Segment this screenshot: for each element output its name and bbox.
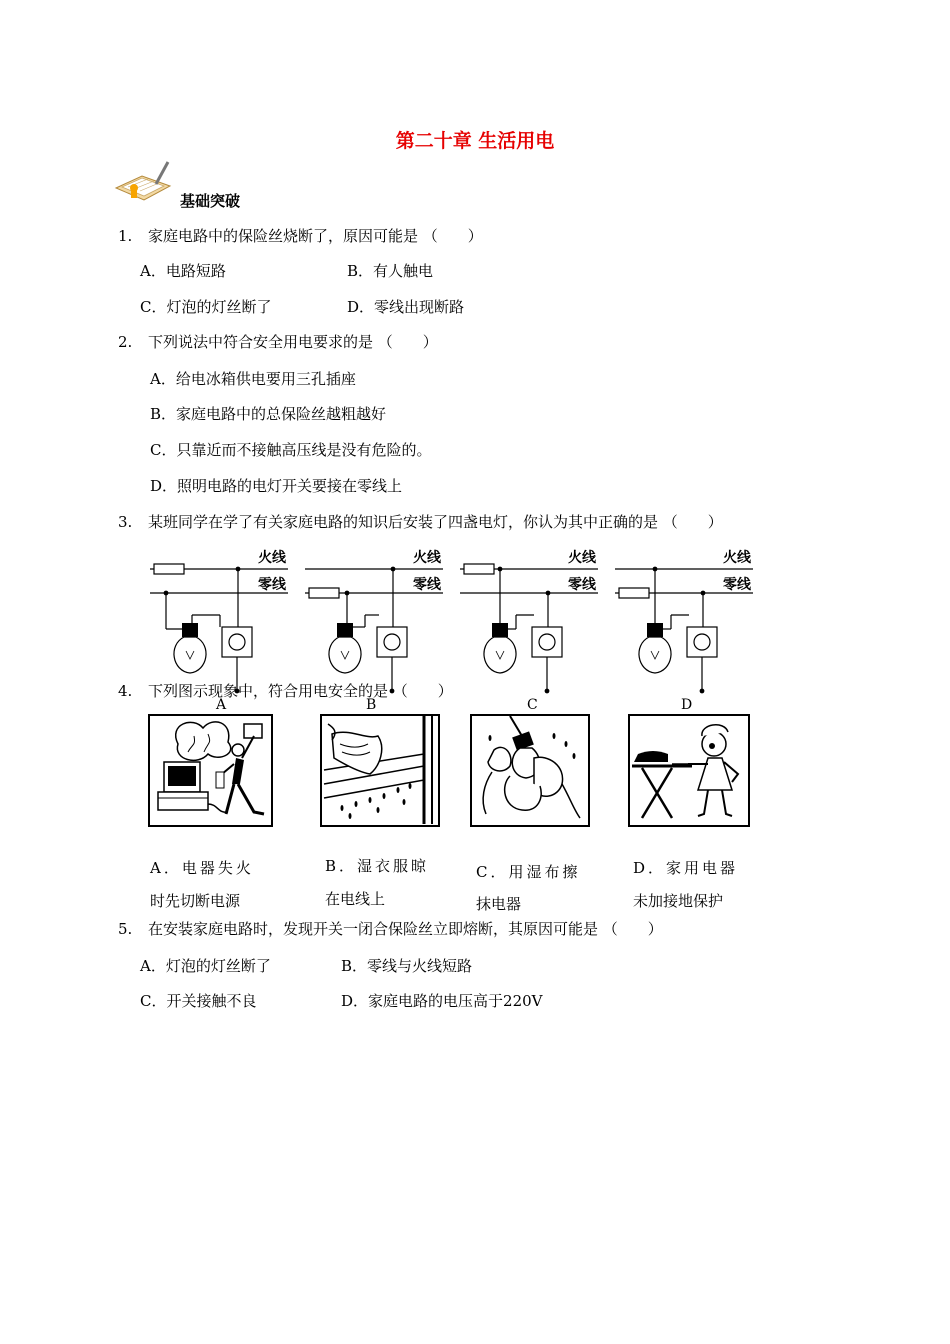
circuit-b	[305, 549, 443, 693]
bulb-icon	[484, 623, 516, 673]
question-text: 下列说法中符合安全用电要求的是 （ ）	[148, 333, 438, 351]
bulb-icon	[639, 623, 671, 673]
q1-option-d: D．零线出现断路	[347, 298, 465, 316]
question-text: 在安装家庭电路时，发现开关一闭合保险丝立即熔断，其原因可能是 （ ）	[148, 920, 663, 938]
diagram-label-c: C	[527, 697, 538, 713]
q2-option-b: B．家庭电路中的总保险丝越粗越好	[150, 405, 387, 423]
question-number: 4.	[118, 682, 133, 700]
neutral-wire-label: 零线	[568, 577, 596, 593]
circuit-d	[615, 549, 753, 693]
q4-caption-d-line1: D．家用电器	[633, 859, 739, 877]
picture-d-no-grounding	[628, 714, 750, 827]
switch-icon	[532, 627, 562, 657]
q1-option-a: A．电路短路	[140, 262, 226, 280]
live-wire-label: 火线	[413, 550, 441, 566]
q2-option-d: D．照明电路的电灯开关要接在零线上	[150, 477, 403, 495]
question-3	[118, 511, 723, 532]
question-2	[118, 331, 438, 352]
neutral-wire-label: 零线	[723, 577, 751, 593]
diagram-label-d: D	[681, 697, 693, 713]
q4-caption-c-line2: 抹电器	[476, 895, 522, 913]
fuse-icon	[309, 588, 339, 598]
question-1	[118, 225, 483, 246]
q5-option-b: B．零线与火线短路	[341, 957, 473, 975]
picture-c-wet-cloth-wiping	[470, 714, 590, 827]
notebook-pencil-icon	[112, 158, 174, 206]
question-4	[118, 680, 453, 701]
circuit-a	[150, 549, 288, 693]
neutral-wire-label: 零线	[258, 577, 286, 593]
bulb-icon	[174, 623, 206, 673]
q5-option-d: D．家庭电路的电压高于220V	[341, 992, 543, 1010]
picture-a-fire-cut-power	[148, 714, 273, 827]
q4-caption-c-line1: C．用湿布擦	[476, 863, 581, 881]
live-wire-label: 火线	[258, 550, 286, 566]
q4-caption-b-line1: B．湿衣服晾	[325, 857, 430, 875]
switch-icon	[377, 627, 407, 657]
neutral-wire-label: 零线	[413, 577, 441, 593]
q5-option-a: A．灯泡的灯丝断了	[140, 957, 271, 975]
question-5	[118, 918, 663, 939]
fuse-icon	[619, 588, 649, 598]
question-text: 某班同学在学了有关家庭电路的知识后安装了四盏电灯，你认为其中正确的是 （ ）	[148, 513, 723, 531]
diagram-label-a: A	[216, 697, 227, 713]
question-text: 下列图示现象中，符合用电安全的是 （ ）	[148, 682, 453, 700]
bulb-icon	[329, 623, 361, 673]
page-title: 第二十章 生活用电	[395, 130, 555, 152]
question-text: 家庭电路中的保险丝烧断了，原因可能是 （ ）	[148, 227, 483, 245]
q1-option-b: B．有人触电	[347, 262, 434, 280]
picture-b-wet-clothes-on-wire	[320, 714, 440, 827]
question-number: 2.	[118, 333, 133, 351]
question-number: 3.	[118, 513, 133, 531]
live-wire-label: 火线	[568, 550, 596, 566]
q1-option-c: C．灯泡的灯丝断了	[140, 298, 272, 316]
q4-caption-d-line2: 未加接地保护	[633, 892, 724, 910]
live-wire-label: 火线	[723, 550, 751, 566]
q4-caption-b-line2: 在电线上	[325, 890, 386, 908]
fuse-icon	[154, 564, 184, 574]
diagram-label-b: B	[366, 697, 377, 713]
q5-option-c: C．开关接触不良	[140, 992, 257, 1010]
q4-caption-a-line2: 时先切断电源	[150, 892, 241, 910]
question-number: 1.	[118, 227, 133, 245]
q2-option-a: A．给电冰箱供电要用三孔插座	[150, 370, 356, 388]
section-heading: 基础突破	[180, 192, 241, 210]
question-number: 5.	[118, 920, 133, 938]
switch-icon	[687, 627, 717, 657]
switch-icon	[222, 627, 252, 657]
q4-caption-a-line1: A．电器失火	[150, 859, 254, 877]
q2-option-c: C．只靠近而不接触高压线是没有危险的。	[150, 441, 432, 459]
fuse-icon	[464, 564, 494, 574]
circuit-c	[460, 549, 598, 693]
